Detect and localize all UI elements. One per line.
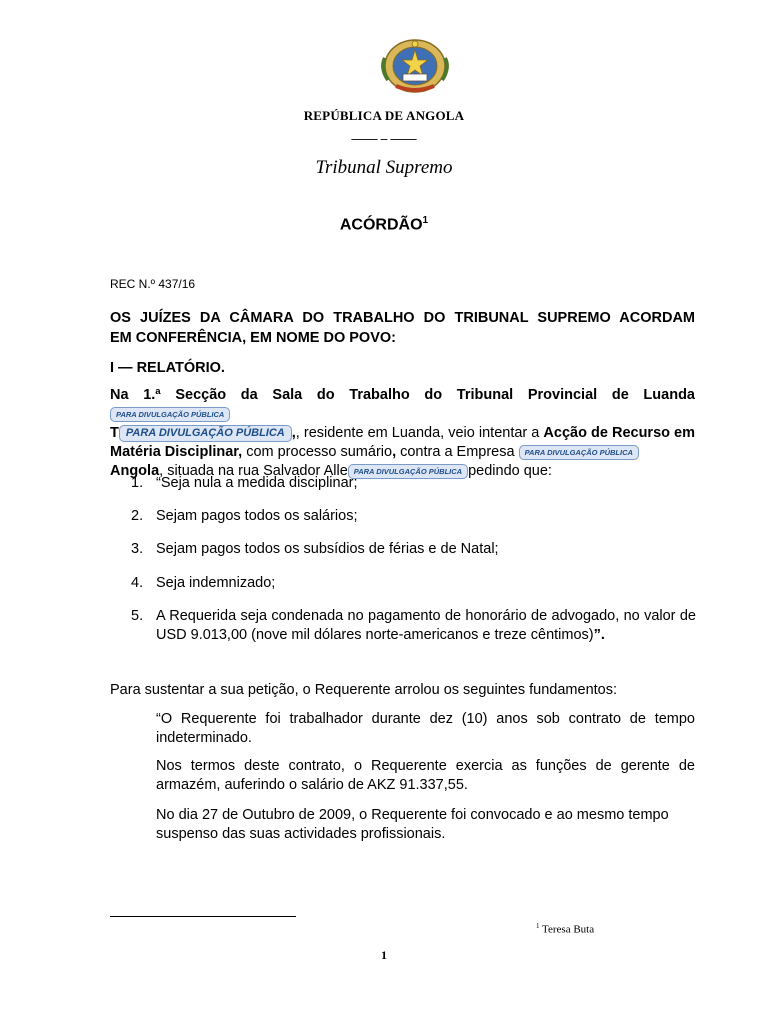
footnote-divider xyxy=(110,916,296,917)
list-number: 1. xyxy=(131,475,144,491)
list-text: Sejam pagos todos os salários; xyxy=(156,508,358,524)
list-item xyxy=(131,474,696,493)
court-name: Tribunal Supremo xyxy=(315,157,453,178)
list-item xyxy=(131,574,696,593)
list-text: “Seja nula a medida disciplinar; xyxy=(156,475,358,491)
intro-bold-2: Acção de Recurso em Matéria Disciplinar, xyxy=(110,425,695,460)
list-item xyxy=(131,507,696,526)
grounds-intro: Para sustentar a sua petição, o Requerente arrolou os seguintes fundamentos: xyxy=(110,682,618,698)
header-separator: ____ _ ____ xyxy=(351,126,417,141)
list-text-end: ”. xyxy=(593,627,605,643)
redaction-badge: PARA DIVULGAÇÃO PÚBLICA xyxy=(110,407,230,422)
list-number: 2. xyxy=(131,508,144,524)
intro-comma: , xyxy=(392,444,397,460)
intro-angola: Angola xyxy=(110,463,160,479)
redaction-badge: PARA DIVULGAÇÃO PÚBLICA xyxy=(119,425,292,442)
preamble-line-1: OS JUÍZES DA CÂMARA DO TRABALHO DO TRIBUNAL SUPREMO ACORDAM xyxy=(110,310,695,326)
quote-paragraph-1: “O Requerente foi trabalhador durante dez (10) anos sob contrato de tempo indeterminado. xyxy=(156,711,695,746)
intro-mid-2: com processo sumário xyxy=(242,444,393,460)
section-heading: I — RELATÓRIO. xyxy=(110,360,225,376)
list-number: 3. xyxy=(131,541,144,557)
redaction-badge: PARA DIVULGAÇÃO PÚBLICA xyxy=(519,445,639,460)
page-number: 1 xyxy=(381,948,387,962)
footnote xyxy=(536,922,594,936)
redaction-badge: PARA DIVULGAÇÃO PÚBLICA xyxy=(348,464,468,479)
preamble xyxy=(110,308,695,348)
coat-of-arms-icon xyxy=(376,38,454,100)
list-item xyxy=(131,607,696,645)
footnote-text: Teresa Buta xyxy=(539,923,595,936)
intro-bold-1: Na 1.ª Secção da Sala do Trabalho do Tribunal Provincial de Luanda xyxy=(110,387,695,403)
list-text xyxy=(156,607,696,645)
list-number: 5. xyxy=(131,608,144,624)
intro-mid-3: contra a Empresa xyxy=(396,444,519,460)
quote-3-line-1: No dia 27 de Outubro de 2009, o Requerente foi convocado e ao mesmo tempo xyxy=(156,807,669,823)
quote-paragraph-3 xyxy=(156,806,695,844)
preamble-line-2: EM CONFERÊNCIA, EM NOME DO POVO: xyxy=(110,330,396,346)
list-number: 4. xyxy=(131,575,144,591)
footnote-marker: 1 xyxy=(536,922,540,930)
document-title xyxy=(0,215,768,234)
intro-end: , situada na rua Salvador Alle xyxy=(159,463,348,479)
quote-3-line-2: suspenso das suas actividades profissionais. xyxy=(156,826,446,842)
list-item xyxy=(131,540,696,559)
intro-end-2: pedindo que: xyxy=(468,463,552,479)
intro-t: T xyxy=(110,425,119,441)
document-title-text: ACÓRDÃO xyxy=(339,216,423,234)
quote-paragraph-2: Nos termos deste contrato, o Requerente exercia as funções de gerente de armazém, auferindo o salário de AKZ 91.337,55. xyxy=(156,758,695,793)
intro-mid: , residente em Luanda, veio intentar a xyxy=(295,425,544,441)
list-text: Seja indemnizado; xyxy=(156,575,276,591)
footnote-reference: 1 xyxy=(422,215,429,226)
list-text-body: A Requerida seja condenada no pagamento de honorário de advogado, no valor de USD 9.013,00 (nove mil dólares norte-americanos e treze cêntimos) xyxy=(156,608,696,643)
case-number: REC N.º 437/16 xyxy=(110,277,196,291)
list-text: Sejam pagos todos os subsídios de férias e de Natal; xyxy=(156,541,499,557)
intro-paragraph: Na 1.ª Secção da Sala do Trabalho do Tribunal Provincial de LuandaPARA DIVULGAÇÃO PÚBLICA T PARA DIVULGAÇÃO PÚBLICA ,, residente em Luanda, veio intentar a Acção de Recurso em Matéria Disciplinar, com processo sumário, contra a Empresa PARA DIVULGAÇÃO PÚBLICA Angola, situada na rua Salvador Alle PARA DIVULGAÇÃO PÚBLICA pedindo que: xyxy=(110,387,695,479)
republic-name: REPÚBLICA DE ANGOLA xyxy=(303,108,465,123)
